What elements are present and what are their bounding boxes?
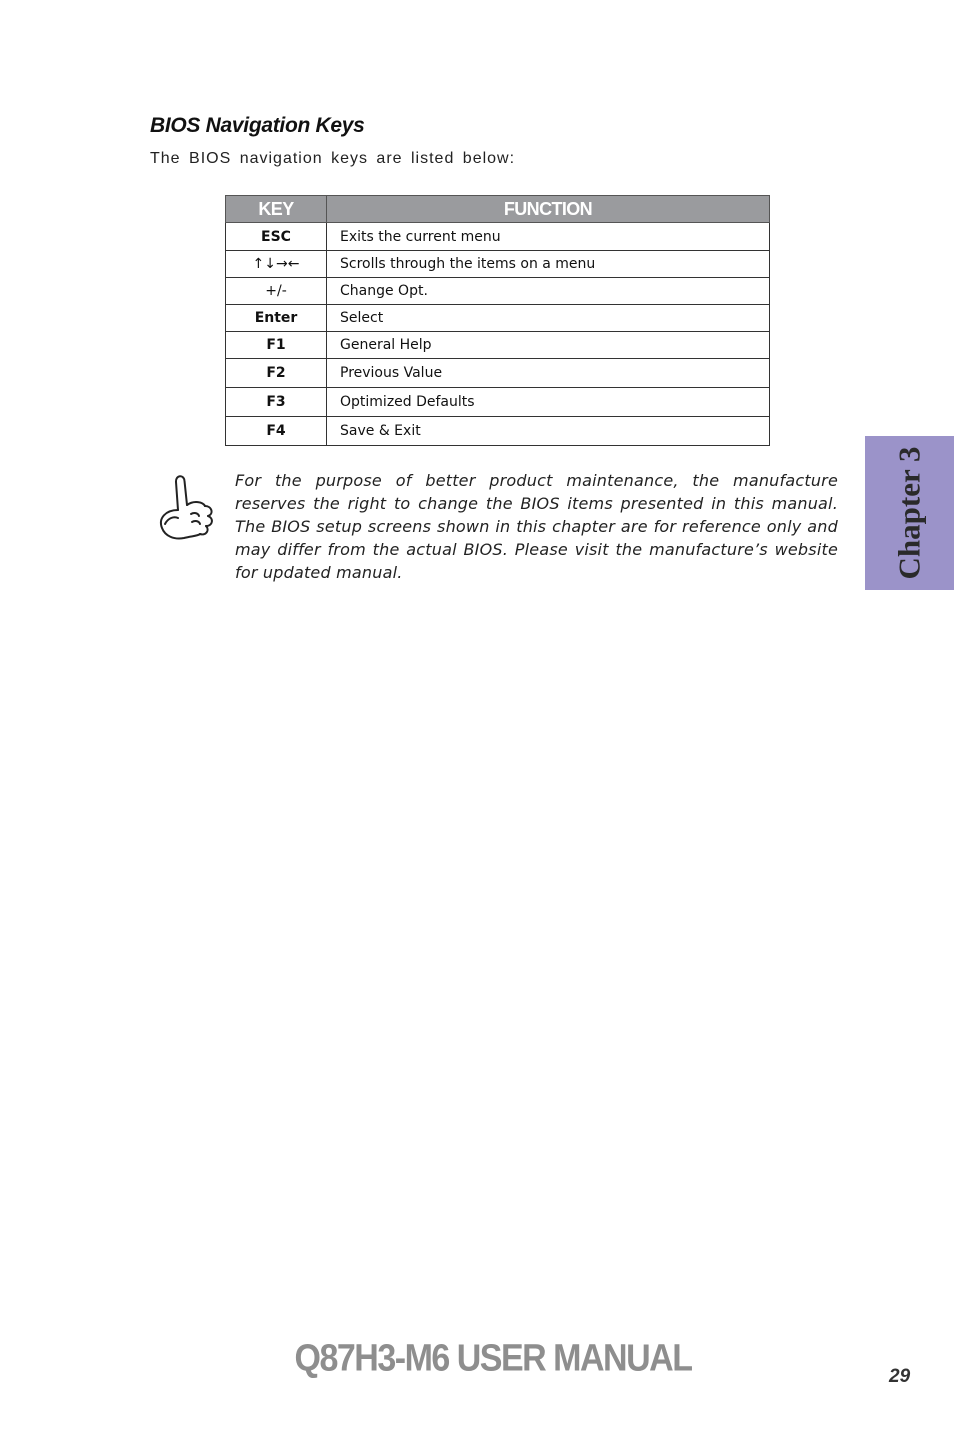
function-cell: Select bbox=[327, 305, 770, 332]
section-title: BIOS Navigation Keys bbox=[150, 114, 365, 137]
footer-manual-title: Q87H3-M6 USER MANUAL bbox=[294, 1337, 692, 1380]
intro-text: The BIOS navigation keys are listed below: bbox=[150, 150, 516, 167]
chapter-tab bbox=[865, 436, 954, 590]
key-cell: F3 bbox=[226, 388, 327, 417]
note-text: For the purpose of better product maintenance, the manufacture reserves the right to change the BIOS items presented in this manual. The BIOS setup screens shown in this chapter are for reference only and may differ from the actual BIOS. Please visit the manufacture’s website for updated manual. bbox=[235, 471, 838, 582]
pointing-hand-icon bbox=[156, 470, 218, 546]
key-cell: +/- bbox=[226, 278, 327, 305]
table-row bbox=[226, 251, 770, 278]
key-cell: F1 bbox=[226, 332, 327, 359]
key-cell: Enter bbox=[226, 305, 327, 332]
function-cell: Scrolls through the items on a menu bbox=[327, 251, 770, 278]
table-row bbox=[226, 305, 770, 332]
table-header-row bbox=[226, 196, 770, 223]
function-cell: Optimized Defaults bbox=[327, 388, 770, 417]
key-cell: F2 bbox=[226, 359, 327, 388]
function-cell: Exits the current menu bbox=[327, 223, 770, 251]
key-cell: ESC bbox=[226, 223, 327, 251]
table-row bbox=[226, 223, 770, 251]
key-cell: ↑↓→← bbox=[226, 251, 327, 278]
page-number: 29 bbox=[889, 1366, 911, 1387]
function-cell: Previous Value bbox=[327, 359, 770, 388]
key-column-header: KEY bbox=[226, 196, 327, 223]
table-row bbox=[226, 388, 770, 417]
function-cell: General Help bbox=[327, 332, 770, 359]
table-row bbox=[226, 332, 770, 359]
table-row bbox=[226, 417, 770, 446]
table-row bbox=[226, 359, 770, 388]
table-row bbox=[226, 278, 770, 305]
function-cell: Save & Exit bbox=[327, 417, 770, 446]
function-cell: Change Opt. bbox=[327, 278, 770, 305]
chapter-label: Chapter 3 bbox=[891, 446, 927, 580]
function-column-header: FUNCTION bbox=[327, 196, 770, 223]
navigation-keys-table bbox=[225, 195, 770, 446]
key-cell: F4 bbox=[226, 417, 327, 446]
